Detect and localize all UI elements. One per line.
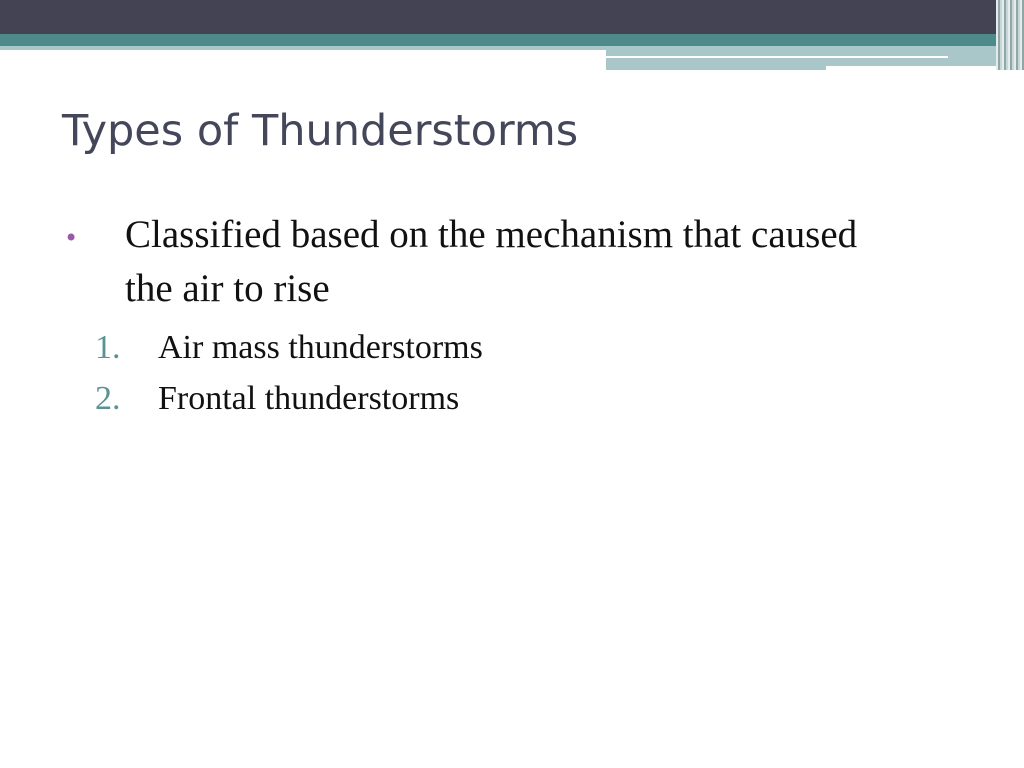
list-number: 1. [95,329,121,366]
header-light-stripe [0,46,606,50]
numbered-list [62,322,962,424]
header-dark-band [0,0,1024,34]
header-teal-band [0,34,1024,46]
numbered-list-item [62,322,962,373]
bullet-item [62,208,962,316]
list-item-text: Air mass thunderstorms [158,329,483,366]
slide-body [62,208,962,424]
list-item-text: Frontal thunderstorms [158,380,460,417]
slide-title: Types of Thunderstorms [62,106,579,156]
bullet-icon: • [64,224,79,252]
header-accent-line [606,56,948,58]
header-accent-line-lower [826,66,1024,70]
bullet-text: Classified based on the mechanism that caused the air to rise [125,213,858,310]
numbered-list-item [62,373,962,424]
list-number: 2. [95,380,121,417]
header-vertical-stripes [996,0,1024,70]
